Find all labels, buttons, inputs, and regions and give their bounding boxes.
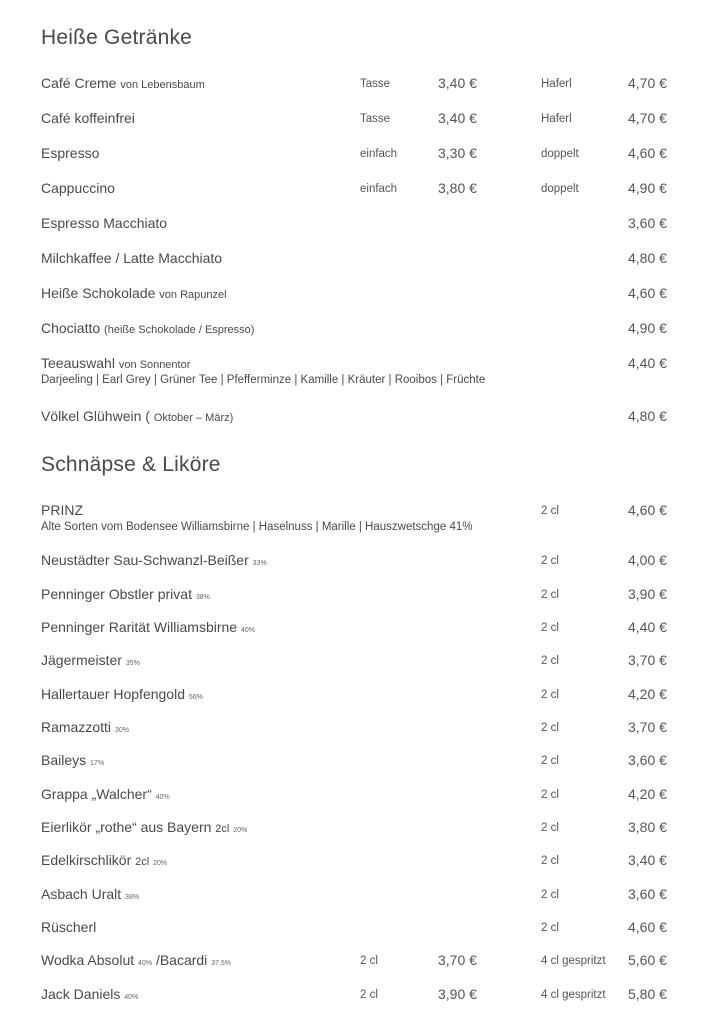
item-price-2: 3,60 € <box>628 215 667 231</box>
item-price-2: 4,70 € <box>628 75 667 91</box>
item-name <box>41 752 104 768</box>
item-subtitle: 2cl <box>215 823 230 835</box>
menu-item <box>0 986 724 1006</box>
item-price-2: 3,80 € <box>628 819 667 835</box>
item-title: Edelkirschlikör <box>41 852 132 868</box>
item-name <box>41 285 227 301</box>
item-name <box>41 819 247 835</box>
item-price-2: 4,20 € <box>628 686 667 702</box>
item-price-2: 4,60 € <box>628 919 667 935</box>
item-price-2: 4,80 € <box>628 408 667 424</box>
item-title: Chociatto <box>41 320 101 336</box>
item-title: Asbach Uralt <box>41 886 122 902</box>
item-description <box>41 521 472 533</box>
item-size-2: 2 cl <box>541 622 559 634</box>
item-name <box>41 552 267 568</box>
item-size-2: 2 cl <box>541 555 559 567</box>
item-price-2: 3,90 € <box>628 586 667 602</box>
item-size-2: 2 cl <box>541 655 559 667</box>
item-title: Eierlikör „rothe“ aus Bayern <box>41 819 212 835</box>
item-description-text: Darjeeling | Earl Grey | Grüner Tee | Pfefferminze | Kamille | Kräuter | Rooibos | Früchte <box>41 374 486 386</box>
item-alcohol: 40% <box>240 627 255 634</box>
item-price-2: 4,00 € <box>628 552 667 568</box>
item-title: Penninger Rarität Williamsbirne <box>41 619 238 635</box>
item-size-1: 2 cl <box>360 989 378 1001</box>
item-name <box>41 719 129 735</box>
item-size-2: 2 cl <box>541 589 559 601</box>
menu-item <box>0 215 724 235</box>
menu-item <box>0 919 724 939</box>
menu-item <box>0 786 724 806</box>
menu-item <box>0 408 724 428</box>
item-size-1: einfach <box>360 183 398 195</box>
item-name <box>41 652 140 668</box>
item-size-2: 4 cl gespritzt <box>541 989 606 1001</box>
item-title: Heiße Schokolade <box>41 285 156 301</box>
item-title: Wodka Absolut <box>41 952 135 968</box>
item-price-1: 3,80 € <box>438 180 477 196</box>
item-size-2: 4 cl gespritzt <box>541 955 606 967</box>
item-price-2: 3,70 € <box>628 652 667 668</box>
menu-item <box>0 180 724 200</box>
item-title: Cappuccino <box>41 180 115 196</box>
item-subtitle: (heiße Schokolade / Espresso) <box>104 324 255 336</box>
item-title: PRINZ <box>41 502 83 518</box>
menu-item <box>0 686 724 706</box>
item-size-1: Tasse <box>360 113 391 125</box>
item-price-2: 5,60 € <box>628 952 667 968</box>
item-description-text: Alte Sorten vom Bodensee Williamsbirne | Haselnuss | Marille | Hauszwetschge <box>41 521 447 533</box>
item-size-1: 2 cl <box>360 955 378 967</box>
item-size-2: 2 cl <box>541 822 559 834</box>
item-size-2: 2 cl <box>541 855 559 867</box>
item-price-2: 4,90 € <box>628 180 667 196</box>
item-name <box>41 886 139 902</box>
menu-item <box>0 145 724 165</box>
item-title: Café Creme <box>41 75 117 91</box>
item-name <box>41 110 135 126</box>
item-price-2: 4,20 € <box>628 786 667 802</box>
item-subtitle: Oktober – März) <box>153 412 234 424</box>
item-title: Jägermeister <box>41 652 122 668</box>
menu-item <box>0 75 724 95</box>
item-name <box>41 952 231 968</box>
item-description <box>41 374 485 386</box>
item-price-1: 3,40 € <box>438 75 477 91</box>
item-price-2: 3,60 € <box>628 886 667 902</box>
item-alcohol-2: 37,5% <box>211 960 232 967</box>
item-price-2: 4,60 € <box>628 502 667 518</box>
item-subtitle: 2cl <box>135 856 150 868</box>
section-title-hot-drinks: Heiße Getränke <box>41 26 193 49</box>
section-title-spirits: Schnäpse & Liköre <box>41 453 221 476</box>
item-alcohol: 38% <box>125 894 140 901</box>
item-name <box>41 786 170 802</box>
item-size-2: doppelt <box>541 148 579 160</box>
item-title: Rüscherl <box>41 919 97 935</box>
item-price-2: 4,40 € <box>628 355 667 371</box>
item-price-2: 4,60 € <box>628 145 667 161</box>
item-name <box>41 355 190 371</box>
item-price-2: 5,80 € <box>628 986 667 1002</box>
item-size-1: einfach <box>360 148 398 160</box>
item-price-1: 3,40 € <box>438 110 477 126</box>
item-title: Espresso <box>41 145 100 161</box>
menu-item <box>0 852 724 872</box>
item-title: Café koffeinfrei <box>41 110 135 126</box>
menu-item <box>0 719 724 739</box>
item-name <box>41 619 255 635</box>
item-title: Ramazzotti <box>41 719 112 735</box>
item-name <box>41 215 167 231</box>
menu-item <box>0 502 724 533</box>
menu-item <box>0 552 724 572</box>
item-alcohol: 35% <box>125 660 140 667</box>
item-size-2: 2 cl <box>541 789 559 801</box>
item-price-2: 3,40 € <box>628 852 667 868</box>
menu-item <box>0 586 724 606</box>
item-price-1: 3,90 € <box>438 986 477 1002</box>
item-price-2: 4,60 € <box>628 285 667 301</box>
item-name <box>41 145 99 161</box>
item-name <box>41 180 115 196</box>
item-title: Jack Daniels <box>41 986 121 1002</box>
menu-item <box>0 619 724 639</box>
item-title: Teeauswahl <box>41 355 115 371</box>
item-title: Grappa „Walcher“ <box>41 786 152 802</box>
item-size-2: Haferl <box>541 113 572 125</box>
item-title-2: /Bacardi <box>155 952 208 968</box>
item-name <box>41 852 167 868</box>
menu-item <box>0 819 724 839</box>
item-subtitle: von Sonnentor <box>118 359 191 371</box>
menu-item <box>0 952 724 972</box>
menu-item <box>0 285 724 305</box>
item-description-alcohol: 41% <box>449 521 473 533</box>
item-title: Hallertauer Hopfengold <box>41 686 185 702</box>
item-title: Penninger Obstler privat <box>41 586 192 602</box>
item-alcohol: 40% <box>155 794 170 801</box>
item-size-2: Haferl <box>541 78 572 90</box>
item-name <box>41 986 138 1002</box>
item-name <box>41 586 210 602</box>
item-size-2: 2 cl <box>541 689 559 701</box>
item-title: Neustädter Sau-Schwanzl-Beißer <box>41 552 249 568</box>
item-title: Völkel Glühwein ( <box>41 408 150 424</box>
item-alcohol: 38% <box>195 594 210 601</box>
item-name <box>41 502 83 518</box>
item-price-1: 3,30 € <box>438 145 477 161</box>
item-size-1: Tasse <box>360 78 391 90</box>
item-subtitle: von Lebensbaum <box>120 79 205 91</box>
item-price-2: 4,70 € <box>628 110 667 126</box>
item-alcohol: 40% <box>124 994 139 1001</box>
item-alcohol: 56% <box>188 694 203 701</box>
item-alcohol: 40% <box>138 960 153 967</box>
item-name <box>41 408 233 424</box>
item-size-2: 2 cl <box>541 755 559 767</box>
item-price-2: 3,60 € <box>628 752 667 768</box>
item-alcohol: 20% <box>233 827 248 834</box>
item-name <box>41 75 205 91</box>
item-title: Baileys <box>41 752 87 768</box>
item-name <box>41 320 254 336</box>
item-price-2: 3,70 € <box>628 719 667 735</box>
item-price-1: 3,70 € <box>438 952 477 968</box>
item-size-2: 2 cl <box>541 505 559 517</box>
menu-item <box>0 250 724 270</box>
menu-item <box>0 320 724 340</box>
item-size-2: 2 cl <box>541 922 559 934</box>
menu-item <box>0 110 724 130</box>
item-name <box>41 686 203 702</box>
item-alcohol: 20% <box>153 860 168 867</box>
menu-item <box>0 886 724 906</box>
item-price-2: 4,80 € <box>628 250 667 266</box>
item-size-2: 2 cl <box>541 889 559 901</box>
item-name <box>41 919 96 935</box>
menu-item <box>0 652 724 672</box>
item-alcohol: 17% <box>90 760 105 767</box>
item-price-2: 4,90 € <box>628 320 667 336</box>
menu-item <box>0 752 724 772</box>
item-title: Milchkaffee / Latte Macchiato <box>41 250 223 266</box>
item-alcohol: 33% <box>252 560 267 567</box>
menu-item <box>0 355 724 386</box>
item-size-2: doppelt <box>541 183 579 195</box>
item-alcohol: 30% <box>114 727 129 734</box>
item-subtitle: von Rapunzel <box>159 289 227 301</box>
item-title: Espresso Macchiato <box>41 215 168 231</box>
item-size-2: 2 cl <box>541 722 559 734</box>
item-name <box>41 250 222 266</box>
item-price-2: 4,40 € <box>628 619 667 635</box>
